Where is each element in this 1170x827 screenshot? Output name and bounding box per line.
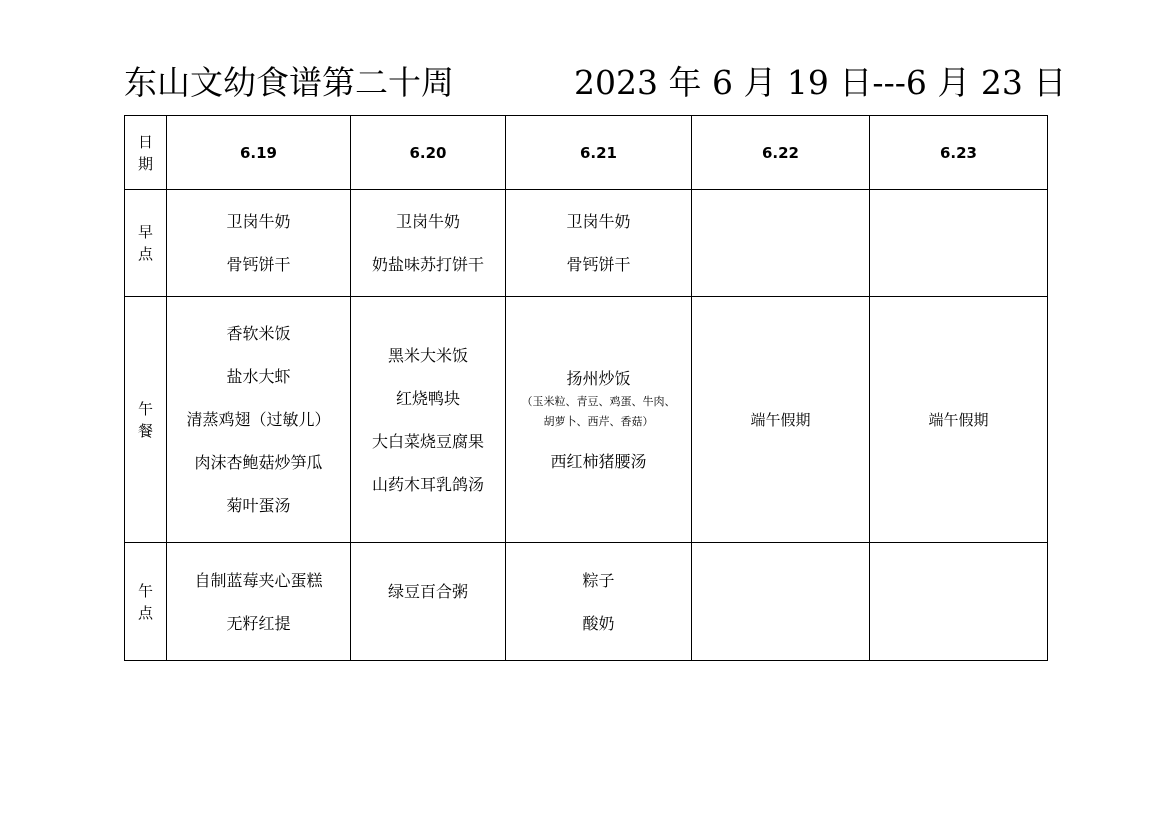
row-label-breakfast <box>125 190 167 297</box>
date-range: 2023 年 6 月 19 日---6 月 23 日 <box>574 63 1067 102</box>
page-header <box>124 60 1067 108</box>
lunch-cell-619 <box>167 297 351 543</box>
row-label-lunch <box>125 297 167 543</box>
menu-item: 酸奶 <box>582 613 615 633</box>
row-label-char: 午 <box>137 399 153 418</box>
menu-item: 山药木耳乳鸽汤 <box>371 474 484 494</box>
lunch-row <box>125 297 1048 543</box>
snack-cell-619 <box>167 543 351 661</box>
menu-item: 香软米饭 <box>226 324 291 343</box>
row-label-char: 点 <box>137 245 153 263</box>
date-header: 6.19 <box>167 116 351 190</box>
menu-item: 菊叶蛋汤 <box>226 496 291 515</box>
breakfast-cell-619 <box>167 190 351 297</box>
lunch-cell-621 <box>506 297 692 543</box>
row-label-char: 点 <box>137 603 153 622</box>
date-row <box>125 116 1048 190</box>
snack-row <box>125 543 1048 661</box>
menu-item: 无籽红提 <box>226 613 291 633</box>
menu-title: 东山文幼食谱第二十周 <box>124 63 454 102</box>
weekly-menu-table <box>124 115 1048 661</box>
menu-item: 骨钙饼干 <box>226 255 291 274</box>
menu-item: 红烧鸭块 <box>395 388 460 408</box>
menu-item: 绿豆百合粥 <box>387 582 468 601</box>
snack-cell-623 <box>870 543 1048 661</box>
menu-item: 粽子 <box>582 570 615 590</box>
breakfast-cell-620 <box>351 190 506 297</box>
menu-item: 盐水大虾 <box>226 367 291 386</box>
row-label-char: 早 <box>137 223 153 241</box>
date-header: 6.23 <box>870 116 1048 190</box>
row-label-date <box>125 116 167 190</box>
date-header: 6.21 <box>506 116 692 190</box>
menu-item: 黑米大米饭 <box>387 345 468 365</box>
menu-item: 西红柿猪腰汤 <box>550 451 647 471</box>
date-header: 6.22 <box>692 116 870 190</box>
menu-item: 卫岗牛奶 <box>566 212 631 231</box>
menu-item: 大白菜烧豆腐果 <box>371 431 484 451</box>
menu-item: 自制蓝莓夹心蛋糕 <box>194 570 323 590</box>
snack-cell-620 <box>351 543 506 661</box>
breakfast-cell-623 <box>870 190 1048 297</box>
breakfast-cell-622 <box>692 190 870 297</box>
menu-item: 扬州炒饭 <box>566 368 631 388</box>
menu-item: 卫岗牛奶 <box>395 212 460 231</box>
menu-item: 骨钙饼干 <box>566 255 631 274</box>
holiday-cell-623: 端午假期 <box>870 297 1048 543</box>
lunch-cell-620 <box>351 297 506 543</box>
menu-item: 肉沫杏鲍菇炒笋瓜 <box>194 453 323 472</box>
row-label-char: 日 <box>137 132 153 151</box>
snack-cell-621 <box>506 543 692 661</box>
row-label-char: 餐 <box>137 421 153 440</box>
row-label-char: 午 <box>137 581 153 600</box>
row-label-snack <box>125 543 167 661</box>
menu-item: 清蒸鸡翅（过敏儿） <box>186 410 331 429</box>
row-label-char: 期 <box>137 154 153 173</box>
breakfast-row <box>125 190 1048 297</box>
menu-item: 卫岗牛奶 <box>226 212 291 231</box>
ingredient-note: （玉米粒、青豆、鸡蛋、牛肉、胡萝卜、西芹、香菇） <box>521 394 676 428</box>
snack-cell-622 <box>692 543 870 661</box>
menu-item: 奶盐味苏打饼干 <box>371 255 484 274</box>
holiday-cell-622: 端午假期 <box>692 297 870 543</box>
breakfast-cell-621 <box>506 190 692 297</box>
date-header: 6.20 <box>351 116 506 190</box>
